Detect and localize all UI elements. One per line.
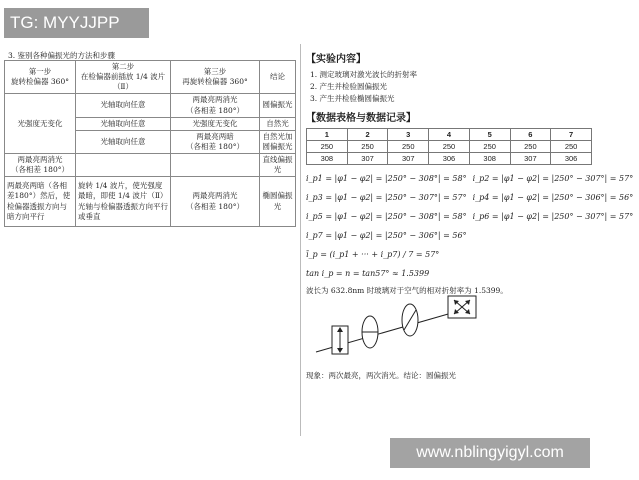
row1b-step2: 光轴取向任意 (76, 117, 171, 130)
table-row (5, 177, 296, 227)
data-cell: 250 (307, 141, 348, 153)
data-cell: 308 (307, 153, 348, 165)
data-cell: 250 (429, 141, 470, 153)
row1a-step3: 两最亮两消光 （各相差 180°） (171, 94, 260, 117)
data-cell: 1 (307, 129, 348, 141)
steps-table (4, 60, 296, 227)
table-title: 【数据表格与数据记录】 (306, 113, 416, 124)
formula-line (306, 226, 594, 245)
data-cell: 2 (347, 129, 388, 141)
formula-line (306, 169, 634, 188)
formula: i_p5 = |φ1 − φ2| = |250° − 308°| = 58° (306, 212, 467, 221)
data-cell: 250 (347, 141, 388, 153)
formula-line (306, 188, 634, 207)
list-item: 2. 产生并检验圆偏振光 (310, 82, 388, 91)
data-cell: 308 (469, 153, 510, 165)
header-step3: 第三步 再旋转检偏器 360° (171, 61, 260, 94)
row2-step2 (76, 154, 171, 177)
data-cell: 307 (510, 153, 551, 165)
data-row (307, 141, 592, 153)
data-cell: 250 (388, 141, 429, 153)
header-step1: 第一步 旋转检偏器 360° (5, 61, 76, 94)
row1-step1: 光强度无变化 (5, 94, 76, 154)
header-result: 结论 (260, 61, 296, 94)
row3-step1: 两最亮两暗（各相差180°）然后，使检偏器透振方向与暗方向平行 (5, 177, 76, 227)
column-divider (300, 44, 301, 436)
optical-setup-diagram (306, 296, 594, 360)
row1b-result: 自然光 (260, 117, 296, 130)
data-cell: 250 (551, 141, 592, 153)
data-table (306, 128, 592, 165)
row1c-step3: 两最亮两暗 （各相差 180°） (171, 130, 260, 153)
row1b-step3: 光强度无变化 (171, 117, 260, 130)
data-cell: 4 (429, 129, 470, 141)
table-row (5, 94, 296, 117)
row1c-result: 自然光加圆偏振光 (260, 130, 296, 153)
formula: i_p7 = |φ1 − φ2| = |250° − 306°| = 56° (306, 231, 467, 240)
data-cell: 250 (510, 141, 551, 153)
formula: i_p4 = |φ1 − φ2| = |250° − 306°| = 56° (472, 193, 634, 202)
tan-formula: tan i_p = n = tan57° ≈ 1.5399 (306, 269, 430, 278)
right-column (306, 48, 634, 381)
formula-block (306, 169, 634, 283)
data-cell: 307 (347, 153, 388, 165)
data-table-header (307, 129, 592, 141)
header-step2: 第二步 在检偏器前插放 1/4 波片（Ⅱ） (76, 61, 171, 94)
content-list (310, 69, 594, 105)
row2-step1: 两最亮两消光 （各相差 180°） (5, 154, 76, 177)
list-item: 3. 产生并检验椭圆偏振光 (310, 94, 395, 103)
row3-result: 椭圆偏振光 (260, 177, 296, 227)
table-row (5, 154, 296, 177)
watermark-tag: TG: MYYJJPP (4, 8, 149, 38)
row2-step3 (171, 154, 260, 177)
formula-line (306, 207, 634, 226)
formula: i_p2 = |φ1 − φ2| = |250° − 307°| = 57° (472, 174, 634, 183)
row1a-result: 圆偏振光 (260, 94, 296, 117)
row3-step2: 旋转 1/4 波片，使光强度最暗，即使 1/4 波片（Ⅱ）光轴与检偏器透振方向平行或垂直 (76, 177, 171, 227)
average-formula: ī_p = (i_p1 + ··· + i_p7) / 7 = 57° (306, 250, 440, 259)
content-title: 【实验内容】 (306, 54, 366, 65)
result-text: 波长为 632.8nm 时玻璃对于空气的相对折射率为 1.5399。 (306, 286, 508, 295)
data-cell: 307 (388, 153, 429, 165)
data-cell: 3 (388, 129, 429, 141)
row3-step3: 两最亮两消光 （各相差 180°） (171, 177, 260, 227)
data-cell: 7 (551, 129, 592, 141)
list-item: 1. 测定玻璃对激光波长的折射率 (310, 70, 418, 79)
data-cell: 306 (429, 153, 470, 165)
data-cell: 250 (469, 141, 510, 153)
left-section-title: 3. 鉴别各种偏振光的方法和步骤 (8, 51, 116, 60)
formula: i_p6 = |φ1 − φ2| = |250° − 307°| = 57° (472, 212, 634, 221)
data-row (307, 153, 592, 165)
formula: i_p3 = |φ1 − φ2| = |250° − 307°| = 57° (306, 193, 467, 202)
phenomenon-text: 现象：两次最亮，两次消光。结论：圆偏振光 (306, 371, 456, 380)
row1a-step2: 光轴取向任意 (76, 94, 171, 117)
row2-result: 直线偏振光 (260, 154, 296, 177)
formula: i_p1 = |φ1 − φ2| = |250° − 308°| = 58° (306, 174, 467, 183)
data-cell: 306 (551, 153, 592, 165)
data-cell: 6 (510, 129, 551, 141)
steps-table-header (5, 61, 296, 94)
watermark-url: www.nblingyigyl.com (390, 438, 590, 468)
data-cell: 5 (469, 129, 510, 141)
row1c-step2: 光轴取向任意 (76, 130, 171, 153)
